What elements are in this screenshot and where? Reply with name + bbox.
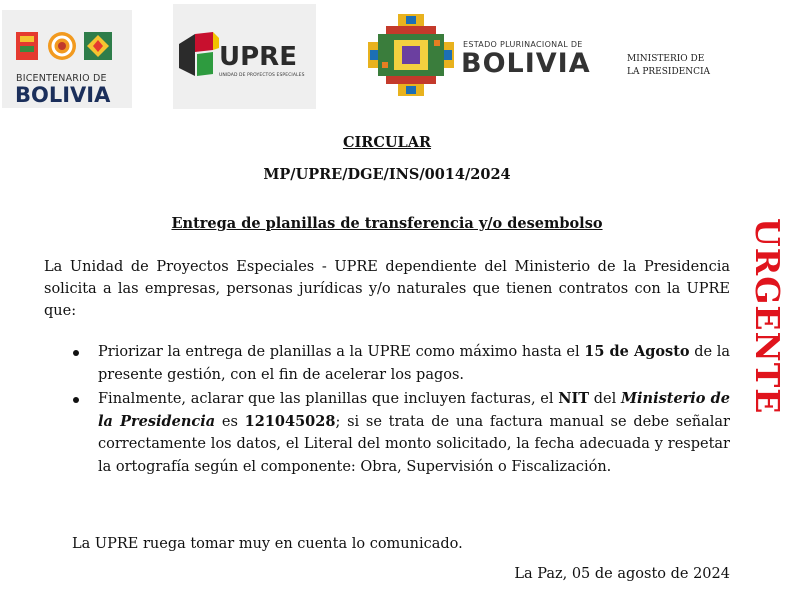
nit-number: 121045028 <box>244 412 336 430</box>
list-item: Priorizar la entrega de planillas a la UPRE como máximo hasta el 15 de Agosto de la presente gestión, con el fin de acelerar los pagos. <box>98 341 730 386</box>
deadline-date: 15 de Agosto <box>584 343 690 360</box>
closing-line: La UPRE ruega tomar muy en cuenta lo comunicado. <box>72 536 463 552</box>
urgente-stamp: URGENTE <box>748 218 787 415</box>
bicentenario-bolivia-label: BOLIVIA <box>15 83 111 107</box>
intro-paragraph: La Unidad de Proyectos Especiales - UPRE dependiente del Ministerio de la Presidencia solicita a las empresas, personas jurídicas y/o naturales que tienen contratos con la UPRE que: <box>44 259 730 319</box>
document-title: CIRCULAR <box>342 134 432 151</box>
list-item: Finalmente, aclarar que las planillas que incluyen facturas, el NIT del Ministerio de la Presidencia es 121045028; si se trata de una factura manual se debe señalar correctamente los datos, el Literal del monto solicitado, la fecha adecuada y respetar la ortografía según el componente: Obra, Supervisión o Fiscalización. <box>98 388 730 478</box>
ministerio-label: MINISTERIO DE LA PRESIDENCIA <box>627 54 711 77</box>
bolivia-wordmark: BOLIVIA <box>461 48 591 79</box>
bullet-icon <box>73 397 79 403</box>
estado-plurinacional-label: ESTADO PLURINACIONAL DE <box>463 40 583 49</box>
ministerio-name: Ministerio de la Presidencia <box>98 390 730 430</box>
circular-code: MP/UPRE/DGE/INS/0014/2024 <box>263 166 511 183</box>
document-date: La Paz, 05 de agosto de 2024 <box>514 566 730 582</box>
document-subject: Entrega de planillas de transferencia y/o desembolso <box>171 215 603 232</box>
upre-logo <box>173 4 316 109</box>
bullet-icon <box>73 350 79 356</box>
upre-subtitle: UNIDAD DE PROYECTOS ESPECIALES <box>219 73 305 78</box>
nit-label: NIT <box>558 390 590 407</box>
upre-name: UPRE <box>219 42 297 72</box>
bolivia-chakana-icon <box>368 14 454 96</box>
bicentenario-emblem-icon <box>14 30 114 64</box>
bicentenario-label: BICENTENARIO DE <box>16 73 107 84</box>
bicentenario-logo <box>2 10 132 108</box>
requirements-list <box>98 341 730 480</box>
upre-emblem-icon <box>177 30 221 80</box>
